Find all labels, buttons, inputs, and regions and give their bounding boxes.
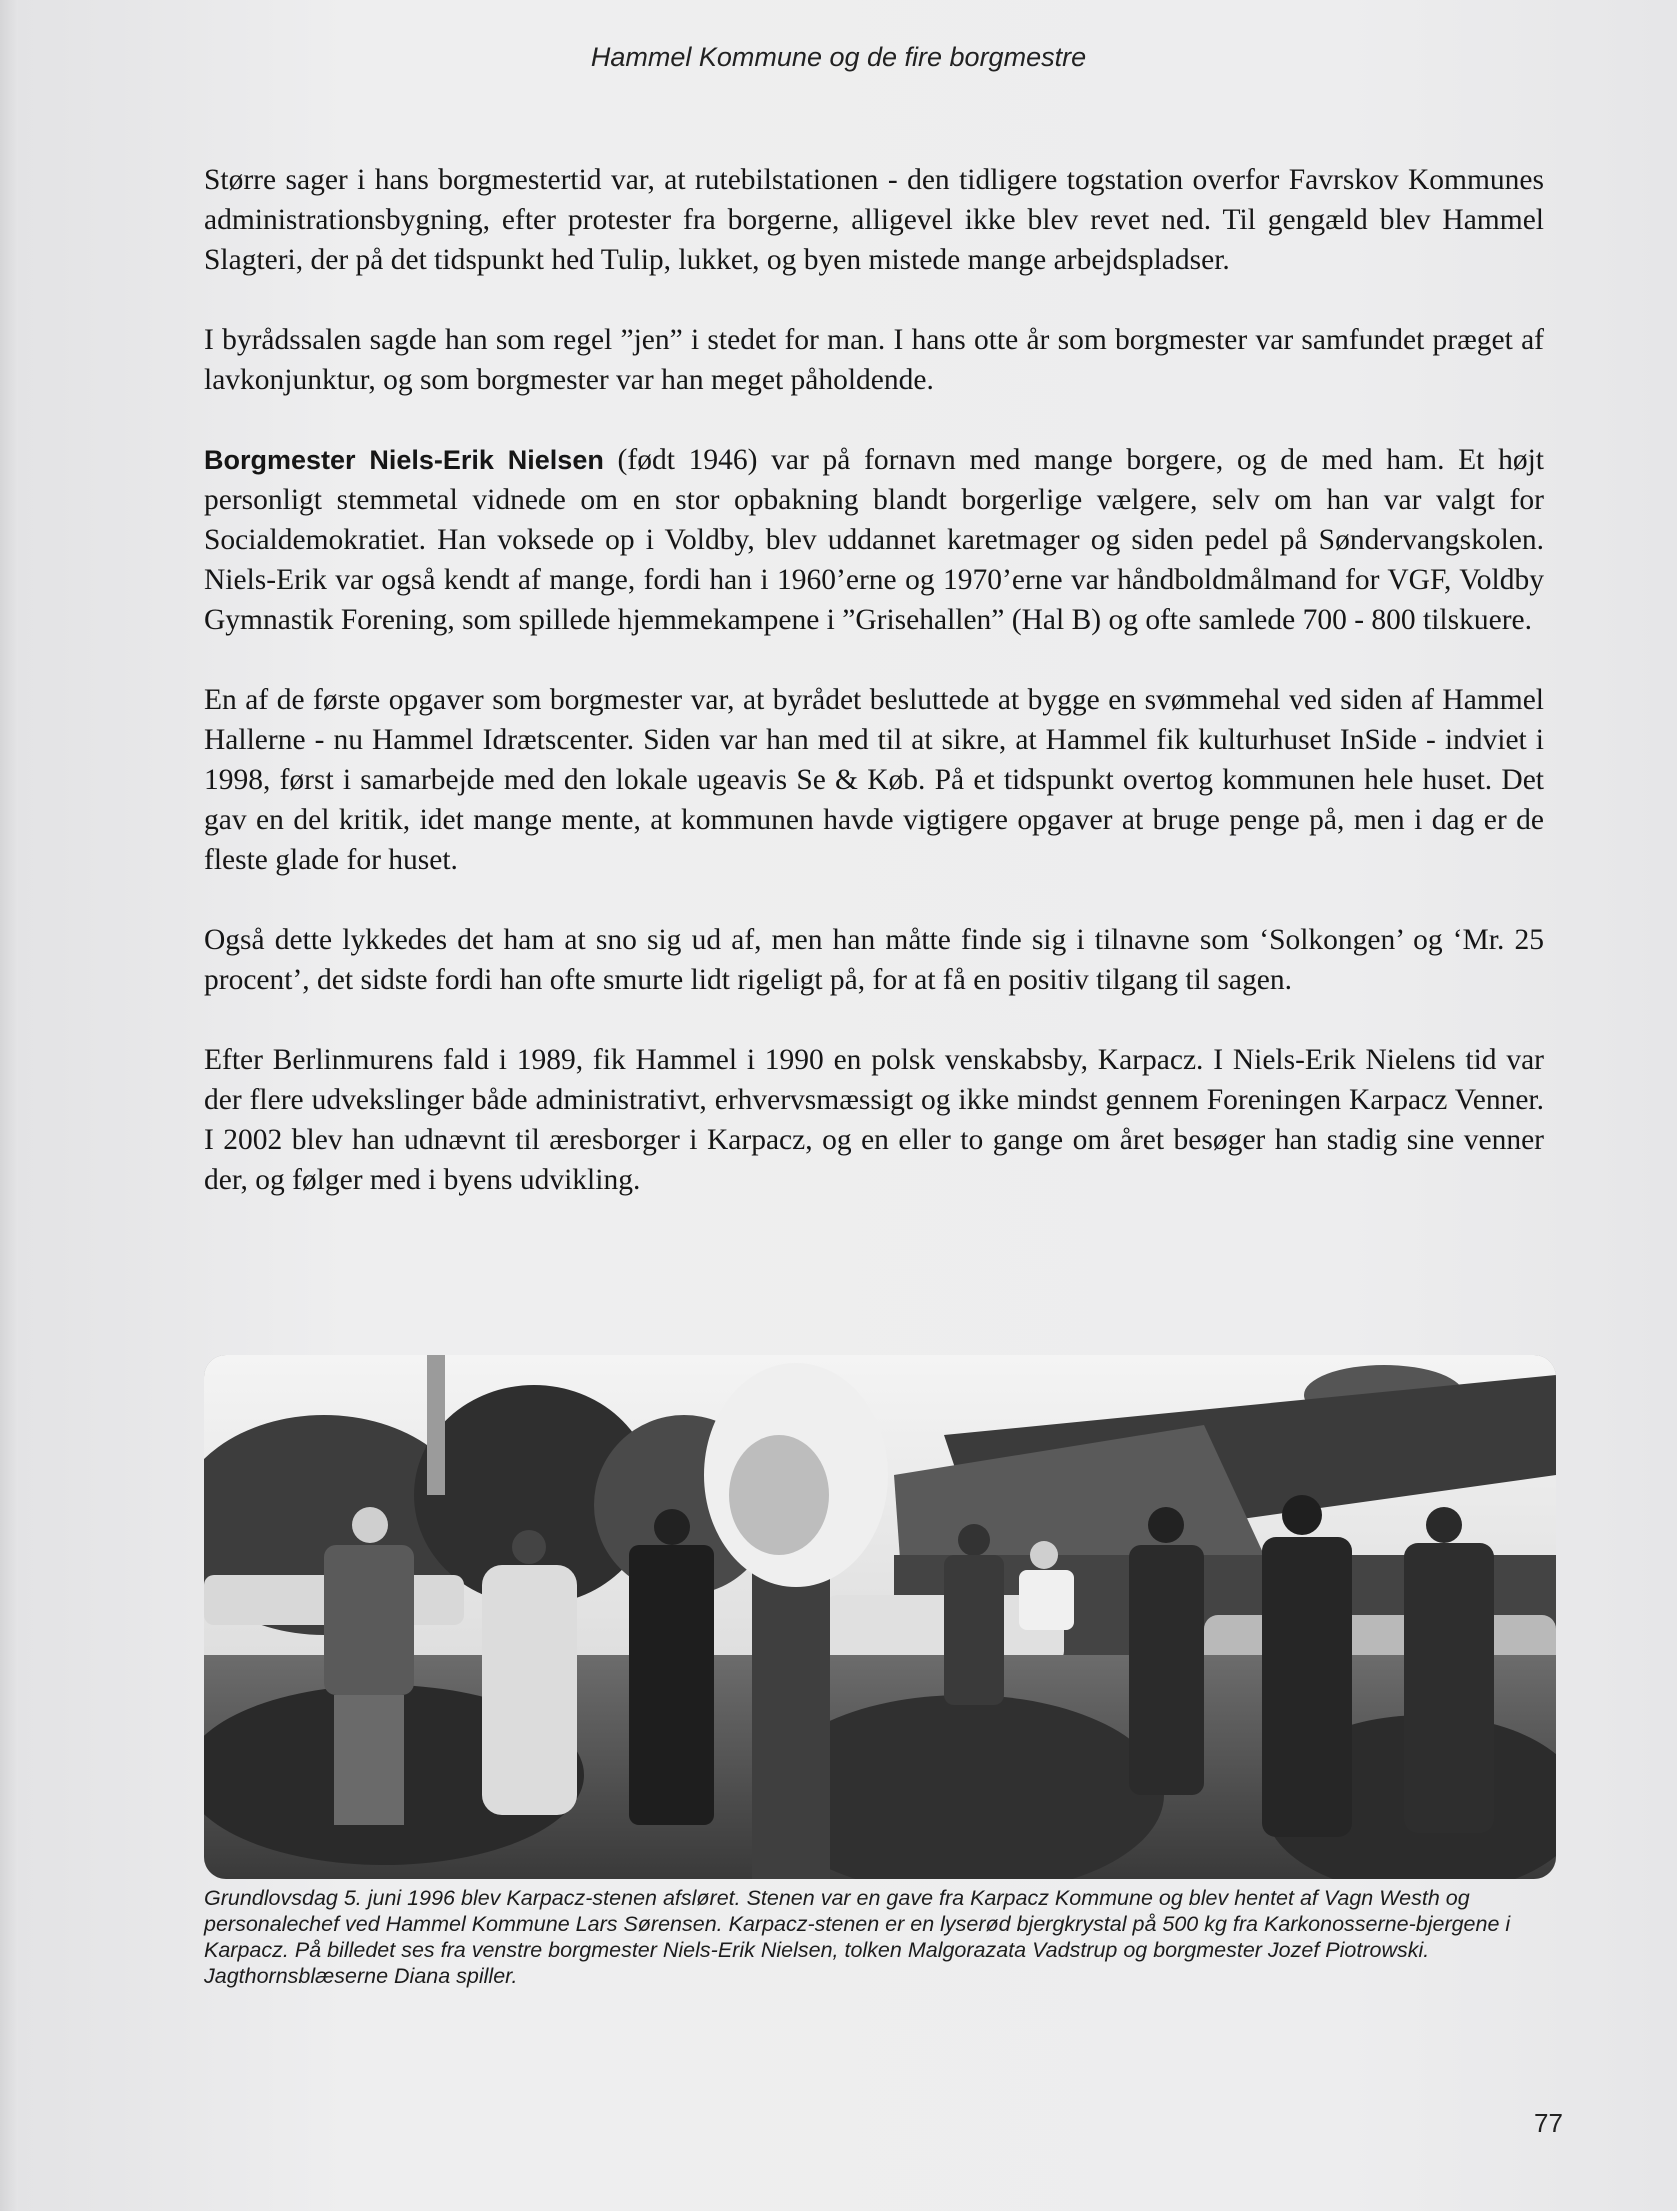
paragraph: I byrådssalen sagde han som regel ”jen” i stedet for man. I hans otte år som borgmester var samfundet præget af lavkonjunktur, og som borgmester var han meget påholdende. xyxy=(204,324,1544,396)
unveiling-photo xyxy=(204,1355,1556,1879)
photo-illustration xyxy=(204,1355,1556,1879)
page-number: 77 xyxy=(1534,2108,1563,2138)
paragraph: Større sager i hans borgmestertid var, at rutebilstationen - den tidligere togstation overfor Favrskov Kommunes administrationsbygning, efter protester fra borgerne, alligevel ikke blev revet ned. Til gengæld blev Hammel Slagteri, der på det tidspunkt hed Tulip, lukket, og byen mistede mange arbejdspladser. xyxy=(204,164,1544,276)
photo-caption: Grundlovsdag 5. juni 1996 blev Karpacz-stenen afsløret. Stenen var en gave fra Karpacz Kommune og blev hentet af Vagn Westh og personalechef ved Hammel Kommune Lars Sørensen. Karpacz-stenen er en lyserød bjergkrystal på 500 kg fra Karkonosserne-bjergene i Karpacz. På billedet ses fra venstre borgmester Niels-Erik Nielsen, tolken Malgorazata Vadstrup og borgmester Jozef Piotrowski. Jagthornsblæserne Diana spiller. xyxy=(204,1886,1511,1988)
paragraph: Også dette lykkedes det ham at sno sig ud af, men han måtte finde sig i tilnavne som ‘Solkongen’ og ‘Mr. 25 procent’, det sidste fordi han ofte smurte lidt rigeligt på, for at få en positiv tilgang til sagen. xyxy=(204,924,1544,996)
paragraph xyxy=(204,440,1544,640)
paragraph-text: (født 1946) var på fornavn med mange borgere, og de med ham. Et højt personligt stemmetal vidnede om en stor opbakning blandt borgerlige vælgere, selv om han var valgt for Socialdemokratiet. Han voksede op i Voldby, blev uddannet karetmager og siden pedel på Søndervangskolen. Niels-Erik var også kendt af mange, fordi han i 1960’erne og 1970’erne var håndboldmålmand for VGF, Voldby Gymnastik Forening, som spillede hjemmekampene i ”Grisehallen” (Hal B) og ofte samlede 700 - 800 tilskuere. xyxy=(204,444,1544,636)
paragraph: En af de første opgaver som borgmester var, at byrådet besluttede at bygge en svømmehal ved siden af Hammel Hallerne - nu Hammel Idrætscenter. Siden var han med til at sikre, at Hammel fik kulturhuset InSide - indviet i 1998, først i samarbejde med den lokale ugeavis Se & Køb. På et tidspunkt overtog kommunen hele huset. Det gav en del kritik, idet mange mente, at kommunen havde vigtigere opgaver at bruge penge på, men i dag er de fleste glade for huset. xyxy=(204,684,1544,876)
body-text xyxy=(204,160,1544,1240)
paragraph: Efter Berlinmurens fald i 1989, fik Hammel i 1990 en polsk venskabsby, Karpacz. I Niels-Erik Nielens tid var der flere udvekslinger både administrativt, erhvervsmæssigt og ikke mindst gennem Foreningen Karpacz Venner. I 2002 blev han udnævnt til æresborger i Karpacz, og en eller to gange om året besøger han stadig sine venner der, og følger med i byens udvikling. xyxy=(204,1044,1544,1196)
paragraph-lead-name: Borgmester Niels-Erik Nielsen xyxy=(204,445,604,475)
running-header: Hammel Kommune og de fire borgmestre xyxy=(590,42,1087,72)
book-spine-shadow xyxy=(0,0,18,2211)
